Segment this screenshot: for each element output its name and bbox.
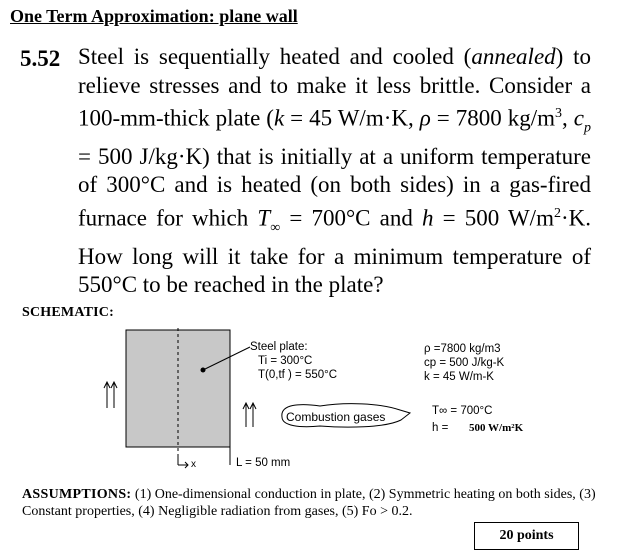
schematic-title: SCHEMATIC: (22, 305, 114, 320)
points-box: 20 points (474, 522, 579, 550)
L-label: L = 50 mm (236, 457, 291, 469)
left-gas-arrows-icon (104, 382, 117, 408)
problem-number: 5.52 (20, 46, 61, 71)
h-label: h = (432, 422, 449, 434)
specific-heat: cp = 500 J/kg-K (424, 357, 505, 369)
section-heading: One Term Approximation: plane wall (10, 6, 298, 26)
x-label: x (191, 459, 196, 470)
center-temp: T(0,tf ) = 550°C (258, 369, 338, 381)
density: ρ =7800 kg/m3 (424, 343, 501, 355)
assumptions: ASSUMPTIONS: (1) One-dimensional conduction in plate, (2) Symmetric heating on both sides, (3) Constant properties, (4) Negligible radiation from gases, (5) Fo > 0.2. (22, 487, 596, 519)
point-marker (201, 368, 206, 373)
conductivity: k = 45 W/m-K (424, 371, 494, 383)
initial-temp: Ti = 300°C (258, 355, 313, 367)
x-axis-icon (178, 454, 188, 468)
right-gas-arrows-icon (243, 403, 256, 427)
combustion-gases-label: Combustion gases (286, 410, 386, 424)
steel-plate-label: Steel plate: (250, 341, 308, 353)
tinf-label: T∞ = 700°C (432, 405, 493, 417)
problem-statement: Steel is sequentially heated and cooled (annealed) to relieve stresses and to make it less brittle. Consider a 100-mm-thick plate (k = 45 W/m·K, ρ = 7800 $kg/m^3$, $c_p = 500$ J/kg·K) that is initially at a uniform temperature of 300°C and is heated (on both sides) in a gas-fired furnace for which $T_\infty = 700^\circ C$ and h = 500 $W/m^2\cdot K$. How long will it take for a minimum temperature of 550°C to be reached in the plate? (78, 44, 591, 297)
h-value: 500 W/m²K (469, 422, 524, 434)
